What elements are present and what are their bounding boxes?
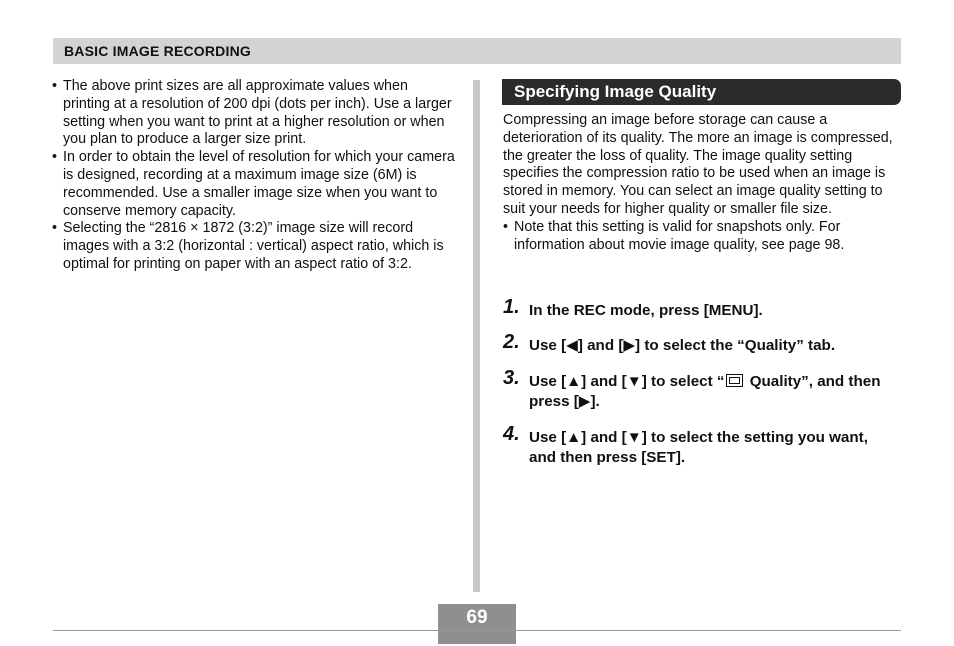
step-number: 1. [503, 296, 520, 318]
step-text: In the REC mode, press [MENU]. [529, 302, 763, 319]
step-text: Use [▲] and [▼] to select the setting you want, and then press [SET]. [529, 429, 868, 466]
bullet-item: • Selecting the “2816 × 1872 (3:2)” image size will record images with a 3:2 (horizontal : vertical) aspect ratio, which is optimal for printing on paper with an aspect ratio of 3:2. [52, 220, 457, 273]
left-bullet-list [52, 78, 457, 274]
intro-paragraph: Compressing an image before storage can cause a deterioration of its quality. The more an image is compressed, the greater the loss of quality. The image quality setting specifies the compression ratio to be used when an image is stored in memory. You can select an image quality setting to suit your needs for higher quality or smaller file size. [503, 112, 893, 217]
note-bullet: • Note that this setting is valid for snapshots only. For information about movie image quality, see page 98. [503, 219, 903, 255]
step-number: 2. [503, 331, 520, 353]
right-column [503, 112, 903, 254]
page-number-bottom-block [438, 631, 516, 644]
section-title: Specifying Image Quality [514, 82, 717, 101]
column-divider [473, 80, 480, 592]
step-text [529, 372, 899, 412]
step-text-part: Quality”, and then press [▶]. [529, 373, 881, 410]
header-bar [53, 38, 901, 64]
page-number: 69 [466, 607, 488, 628]
quality-icon [726, 374, 743, 387]
step-number: 4. [503, 423, 520, 445]
step-text-part: Use [▲] and [▼] to select “ [529, 373, 725, 390]
section-heading-bar [502, 79, 901, 105]
bullet-item: • The above print sizes are all approximate values when printing at a resolution of 200 dpi (dots per inch). Use a larger setting when you want to print at a higher resolution or when you plan to produce a larger size print. [52, 78, 457, 149]
step-text: Use [◀] and [▶] to select the “Quality” tab. [529, 337, 836, 354]
left-column [52, 78, 457, 274]
bullet-item: • In order to obtain the level of resolution for which your camera is designed, recording at a maximum image size (6M) is recommended. Use a smaller image size when you want to conserve memory capacity. [52, 149, 457, 220]
page-section-title: BASIC IMAGE RECORDING [64, 43, 251, 59]
page-number-box [438, 604, 516, 644]
step-number: 3. [503, 367, 520, 389]
